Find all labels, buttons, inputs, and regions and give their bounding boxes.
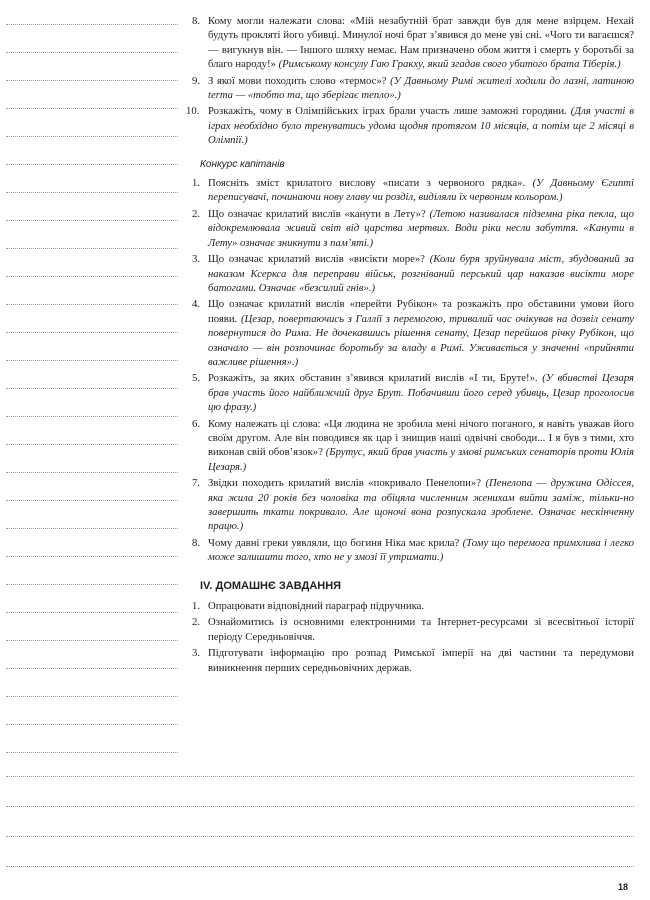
question-text: Кому належать ці слова: «Ця людина не зробила мені нічого поганого, я навіть уважав його своїм другом. Але він поводився як цар і знищив наші одвічні свободи... І я був з тими, хто виконав свій обов’язок»? xyxy=(208,417,634,459)
note-line xyxy=(6,752,178,753)
note-line xyxy=(6,164,178,165)
question-item xyxy=(192,176,634,205)
answer-text: (У вбивстві Цезаря брав участь його найближчий друг Брут. Побачивши його серед убивць, Цезар проголосив цю фразу.) xyxy=(208,372,635,414)
homework-item xyxy=(192,599,634,613)
note-line xyxy=(6,136,178,137)
answer-text: (Пенелопа — дружина Одіссея, яка жила 20 років без чоловіка та обіцяла численним женихам вийти заміж, тільки-но завершить ткати покривало. Але щоночі вона розпускала зроблене. Означає нескінченну працю.) xyxy=(208,477,634,533)
note-line xyxy=(6,806,634,807)
answer-text: (Римському консулу Гаю Гракху, який згадав свого убитого брата Тіберія.) xyxy=(278,58,621,71)
question-number: 9. xyxy=(192,74,201,87)
question-item xyxy=(192,207,634,250)
question-text: Що означає крилатий вислів «канути в Лету»? xyxy=(208,207,426,220)
page-number: 18 xyxy=(618,882,629,892)
question-number: 6. xyxy=(192,417,201,430)
question-number: 1. xyxy=(192,177,201,190)
note-line xyxy=(6,776,634,777)
note-line xyxy=(6,304,178,305)
note-line xyxy=(6,724,178,725)
question-list xyxy=(186,14,635,148)
note-line xyxy=(6,220,178,221)
question-text: Розкажіть, чому в Олімпійських іграх брали участь лише заможні городяни. xyxy=(208,105,567,118)
note-line xyxy=(6,866,634,867)
note-line xyxy=(6,52,178,53)
bottom-note-lines xyxy=(0,770,650,880)
question-item xyxy=(192,371,635,414)
answer-text: (Для участі в іграх необхідно було тренуватись удома щодня протягом 10 місяців, а потім ще 2 місяці в Олімпії.) xyxy=(208,105,634,147)
question-item xyxy=(192,252,634,295)
question-number: 3. xyxy=(192,253,201,266)
answer-text: (Коли буря зруйнувала міст, збудований за наказом Ксеркса для переправи військ, розгніваний перський цар наказав висікти море батогами. Означає «безсилий гнів».) xyxy=(208,253,634,294)
note-line xyxy=(6,528,178,529)
question-number: 7. xyxy=(192,477,201,490)
homework-number: 2. xyxy=(192,616,201,629)
note-line xyxy=(6,668,178,669)
homework-number: 1. xyxy=(192,600,201,613)
answer-text: (Брутус, який брав участь у змові римських сенаторів проти Юлія Цезаря.) xyxy=(208,446,635,473)
question-number: 5. xyxy=(192,372,201,385)
question-number: 4. xyxy=(192,298,201,311)
question-number: 10. xyxy=(186,105,200,118)
captains-question-list xyxy=(192,176,635,565)
question-text: Що означає крилатий вислів «висікти море»? xyxy=(208,253,425,266)
answer-text: (Тому що перемога примхлива і легко може залишити того, хто не у змозі її утримати.) xyxy=(208,536,635,564)
note-line xyxy=(6,416,178,417)
captains-contest-heading: Конкурс капітанів xyxy=(200,158,285,170)
homework-heading: IV. ДОМАШНЄ ЗАВДАННЯ xyxy=(200,579,342,592)
note-line xyxy=(6,696,178,697)
answer-text: (У Давньому Римі жителі ходили до лазні, латиною terma — «тобто та, що зберігає тепло».) xyxy=(208,74,635,102)
note-line xyxy=(6,584,178,585)
question-number: 8. xyxy=(192,15,201,27)
answer-text: (Цезар, повертаючись з Галлії з перемогою, тривалий час очікував на дозвіл сенату повернутися до Рима. Не дочекавшись рішення сенату, Цезар перейшов річку Рубікон, що означало — він розпочинає боротьбу за владу в Римі. Уживається у значенні «прийняти важливе рішення».) xyxy=(208,312,634,368)
question-text: Поясніть зміст крилатого вислову «писати з червоного рядка». xyxy=(208,177,526,190)
note-line xyxy=(6,444,178,445)
page-content xyxy=(186,14,635,677)
question-text: Кому могли належати слова: «Мій незабутній брат завжди був для мене взірцем. Нехай будуть прокляті його убивці. Минулої ночі брат з’явився до мене уві сні. «Чого ти вагаєшся? — вигукнув він. — Іншого шляху немає. Нам призначено обом життя і смерть у боротьбі за благо народу!» xyxy=(208,15,634,71)
question-item xyxy=(192,536,635,565)
question-number: 8. xyxy=(192,536,201,549)
answer-text: (У Давньому Єгипті переписувачі, починаючи нову главу чи розділ, виділяли їх червоним кольором.) xyxy=(208,177,634,204)
note-line xyxy=(6,108,178,109)
note-line xyxy=(6,836,634,837)
question-item xyxy=(186,104,634,147)
homework-text: Опрацювати відповідний параграф підручника. xyxy=(208,600,425,613)
note-line xyxy=(6,192,178,193)
note-line xyxy=(6,332,178,333)
question-item xyxy=(192,297,634,369)
note-line xyxy=(6,612,178,613)
homework-item xyxy=(192,646,634,675)
note-line xyxy=(6,500,178,501)
question-item xyxy=(192,14,634,72)
question-number: 2. xyxy=(192,207,201,220)
answer-text: (Летою називалася підземна ріка пекла, що відокремлювала живий світ від царства мертвих. Води ріки несли забуття. «Канути в Лету» означає зникнути з пам’яті.) xyxy=(208,207,634,249)
homework-text: Підготувати інформацію про розпад Римської імперії на дві частини та передумови виникнення перших середньовічних держав. xyxy=(208,647,634,674)
note-line xyxy=(6,556,178,557)
question-text: Що означає крилатий вислів «перейти Рубікон» та розкажіть про обставини умови його появи. xyxy=(208,298,634,325)
homework-item xyxy=(192,615,634,644)
note-line xyxy=(6,24,178,25)
question-text: З якої мови походить слово «термос»? xyxy=(208,74,387,87)
homework-list xyxy=(192,599,634,675)
note-line xyxy=(6,248,178,249)
question-item xyxy=(192,74,635,103)
question-text: Чому давні греки уявляли, що богиня Ніка має крила? xyxy=(208,536,460,549)
note-line xyxy=(6,80,178,81)
note-line xyxy=(6,360,178,361)
question-item xyxy=(192,417,635,475)
note-line xyxy=(6,640,178,641)
question-text: Розкажіть, за яких обставин з’явився крилатий вислів «І ти, Бруте!». xyxy=(208,372,538,385)
margin-note-lines xyxy=(0,0,180,760)
homework-number: 3. xyxy=(192,647,201,660)
homework-text: Ознайомитись із основними електронними та Інтернет-ресурсами зі всесвітньої історії періоду Середньовіччя. xyxy=(208,616,634,643)
question-text: Звідки походить крилатий вислів «покривало Пенелопи»? xyxy=(208,477,481,490)
note-line xyxy=(6,388,178,389)
question-item xyxy=(192,476,634,534)
note-line xyxy=(6,472,178,473)
note-line xyxy=(6,276,178,277)
